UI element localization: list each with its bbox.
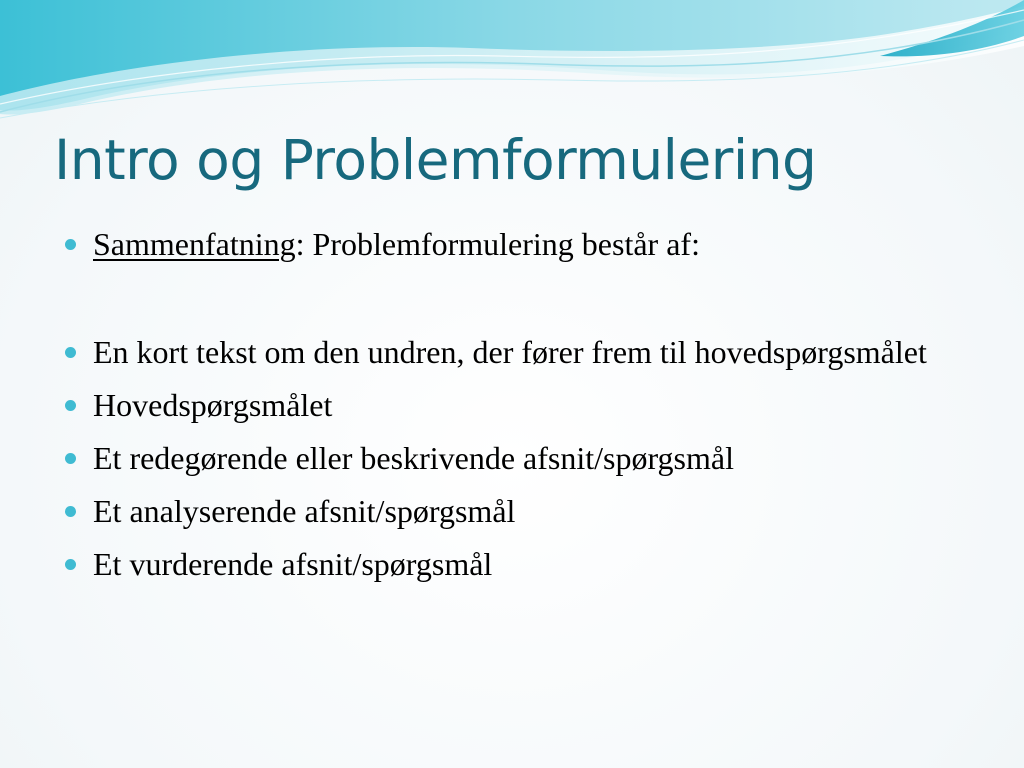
bullet-dot-icon [65, 239, 76, 250]
list-item [64, 436, 964, 480]
bullet-list [64, 222, 964, 595]
list-item-text: Et redegørende eller beskrivende afsnit/spørgsmål [93, 440, 734, 476]
header-wave-decoration [0, 0, 1024, 130]
list-item-intro [64, 222, 964, 266]
list-item-text: En kort tekst om den undren, der fører frem til hovedspørgsmålet [93, 334, 927, 370]
list-item-text: Hovedspørgsmålet [93, 387, 333, 423]
bullet-dot-icon [65, 400, 76, 411]
list-item-text: Et analyserende afsnit/spørgsmål [93, 493, 516, 529]
bullet-dot-icon [65, 506, 76, 517]
list-item [64, 383, 964, 427]
intro-text: : Problemformulering består af: [295, 226, 700, 262]
bullet-dot-icon [65, 347, 76, 358]
list-item-text: Et vurderende afsnit/spørgsmål [93, 546, 493, 582]
list-item [64, 489, 964, 533]
slide-title: Intro og Problemformulering [54, 128, 817, 192]
intro-term: Sammenfatning [93, 226, 296, 262]
list-item [64, 330, 964, 374]
bullet-dot-icon [65, 559, 76, 570]
list-item [64, 542, 964, 586]
bullet-dot-icon [65, 453, 76, 464]
